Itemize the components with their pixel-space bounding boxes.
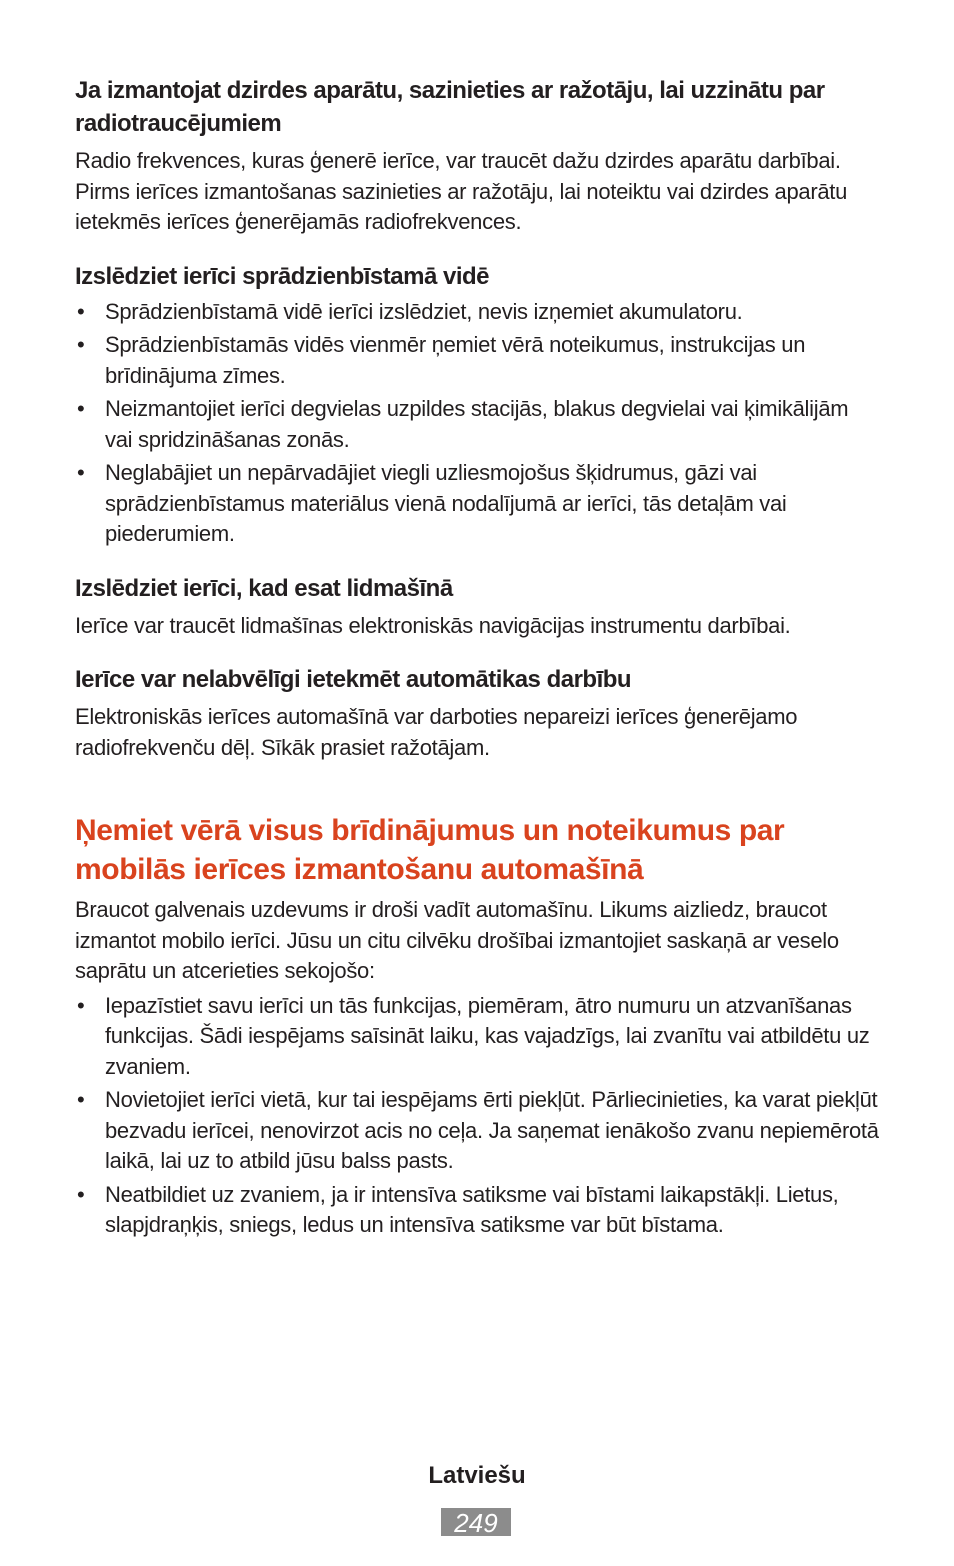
explosive-env-heading: Izslēdziet ierīci sprādzienbīstamā vidē: [75, 262, 489, 290]
list-item: [75, 1085, 881, 1177]
driving-intro: Braucot galvenais uzdevums ir droši vadīt automašīnu. Likums aizliedz, braucot izmantot mobilo ierīci. Jūsu un citu cilvēku drošībai izmantojiet saskaņā ar veselo saprātu un atcerieties sekojošo:: [75, 897, 839, 983]
list-item-text: Sprādzienbīstamā vidē ierīci izslēdziet, nevis izņemiet akumulatoru.: [105, 298, 743, 324]
hearing-aid-heading: Ja izmantojat dzirdes aparātu, sazinieties ar ražotāju, lai uzzinātu par radiotraucējumiem: [75, 77, 825, 137]
list-item-text: Iepazīstiet savu ierīci un tās funkcijas, piemēram, ātro numuru un atzvanīšanas funkcijas. Šādi iespējams saīsināt laiku, kas vajadzīgs, lai zvanītu vai atbildētu uz zvaniem.: [105, 992, 870, 1079]
automotive-body: Elektroniskās ierīces automašīnā var darboties nepareizi ierīces ģenerējamo radiofrekvenču dēļ. Sīkāk prasiet ražotājam.: [75, 704, 798, 760]
bullet-icon: •: [77, 992, 85, 1018]
list-item-text: Novietojiet ierīci vietā, kur tai iespējams ērti piekļūt. Pārliecinieties, ka varat piekļūt bezvadu ierīcei, nenovirzot acis no ceļa. Ja saņemat ienākošo zvanu nepiemērotā laikā, lai uz to atbild jūsu balss pasts.: [105, 1087, 879, 1173]
airplane-heading: Izslēdziet ierīci, kad esat lidmašīnā: [75, 574, 453, 602]
explosive-env-list: [75, 297, 881, 550]
bullet-icon: •: [77, 1181, 85, 1207]
list-item-text: Neatbildiet uz zvaniem, ja ir intensīva satiksme vai bīstami laikapstākļi. Lietus, slapjdraņķis, sniegs, ledus un intensīva satiksme var būt bīstama.: [105, 1181, 839, 1237]
list-item: [75, 991, 881, 1083]
list-item: [75, 330, 881, 391]
section-title: Ņemiet vērā visus brīdinājumus un noteikumus par mobilās ierīces izmantošanu automašīnā: [75, 814, 785, 886]
page-content: [75, 74, 881, 1244]
list-item: [75, 297, 881, 328]
list-item: [75, 1180, 881, 1241]
bullet-icon: •: [77, 332, 85, 357]
driving-list: [75, 991, 881, 1241]
list-item: [75, 394, 881, 455]
bullet-icon: •: [77, 460, 85, 485]
airplane-body: Ierīce var traucēt lidmašīnas elektroniskās navigācijas instrumentu darbībai.: [75, 612, 791, 638]
bullet-icon: •: [77, 1087, 85, 1112]
list-item-text: Sprādzienbīstamās vidēs vienmēr ņemiet vērā noteikumus, instrukcijas un brīdinājuma zīmes.: [105, 332, 806, 388]
list-item-text: Neizmantojiet ierīci degvielas uzpildes stacijās, blakus degvielai vai ķimikālijām vai spridzināšanas zonās.: [105, 396, 849, 452]
page-number: 249: [441, 1508, 511, 1536]
list-item: [75, 458, 881, 550]
automotive-heading: Ierīce var nelabvēlīgi ietekmēt automātikas darbību: [75, 666, 632, 693]
hearing-aid-body: Radio frekvences, kuras ģenerē ierīce, var traucēt dažu dzirdes aparātu darbībai. Pirms ierīces izmantošanas sazinieties ar ražotāju, lai noteiktu vai dzirdes aparātu ietekmēs ierīces ģenerējamās radiofrekvences.: [75, 148, 848, 234]
bullet-icon: •: [77, 298, 85, 324]
footer-language: Latviešu: [428, 1462, 526, 1489]
list-item-text: Neglabājiet un nepārvadājiet viegli uzliesmojošus šķidrumus, gāzi vai sprādzienbīstamus materiālus vienā nodalījumā ar ierīci, tās detaļām vai piederumiem.: [105, 460, 787, 546]
bullet-icon: •: [77, 396, 85, 421]
